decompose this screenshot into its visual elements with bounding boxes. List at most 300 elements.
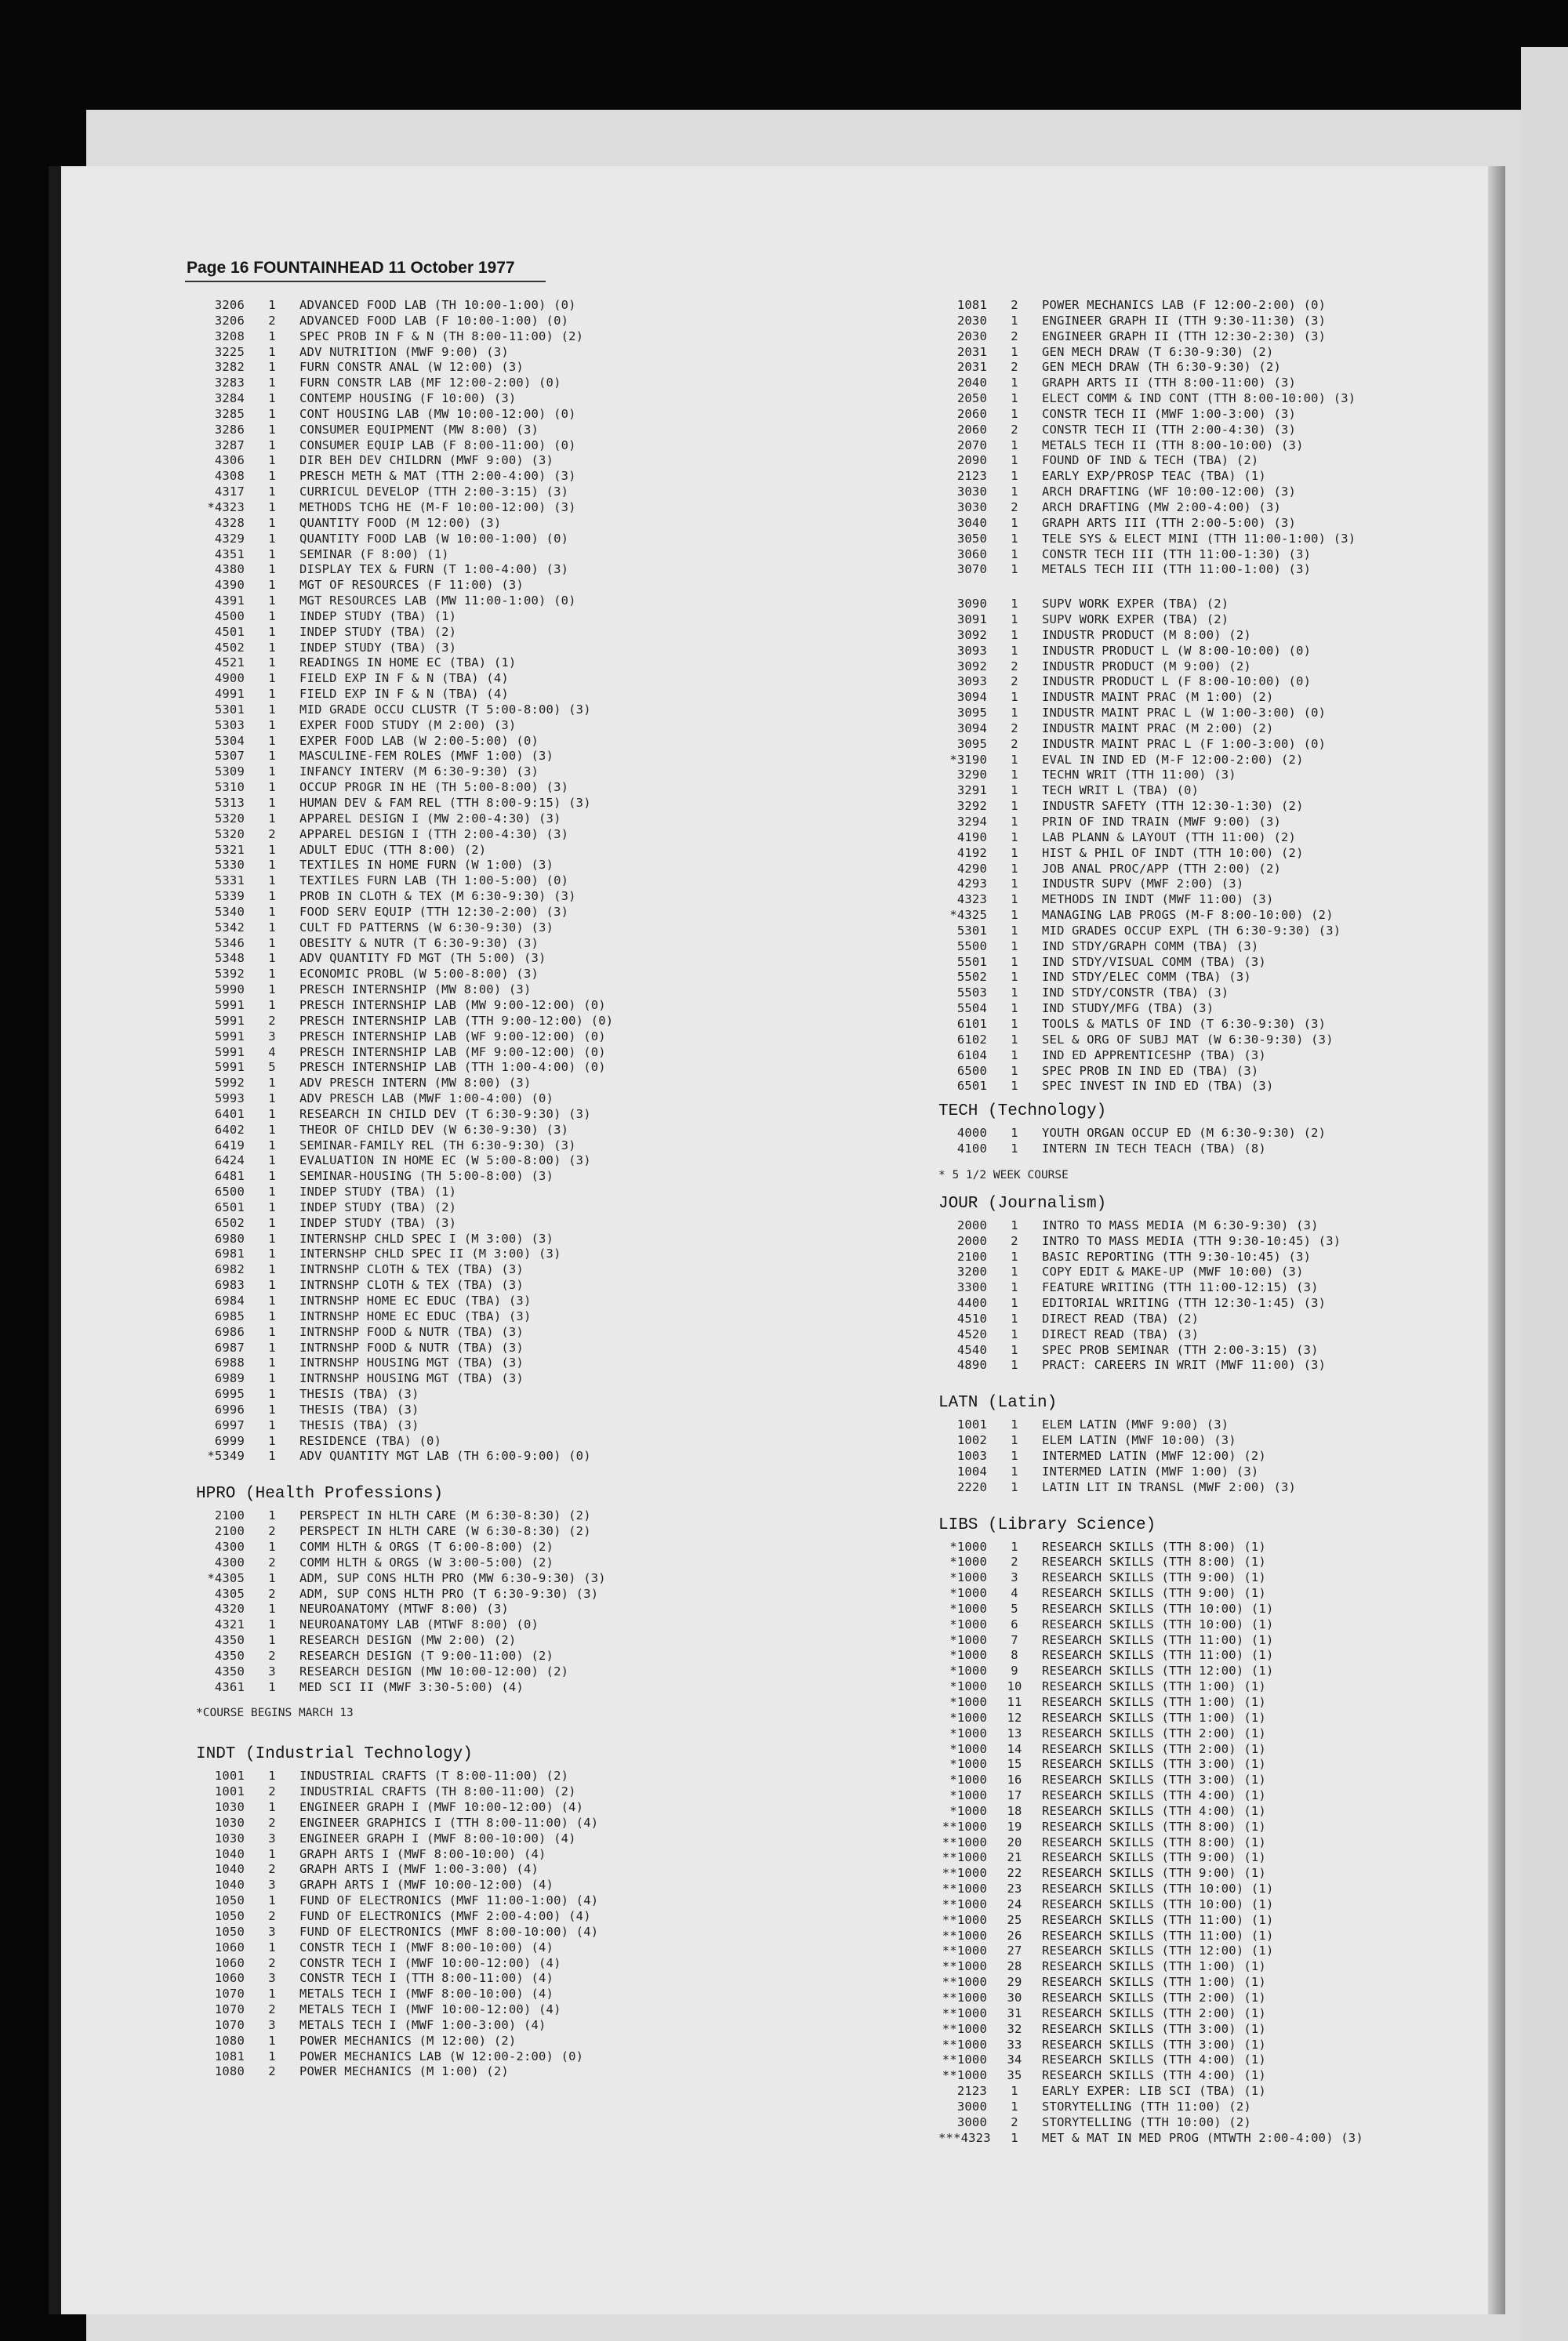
course-code: 5993 xyxy=(214,1091,245,1106)
course-row xyxy=(196,1091,745,1107)
section-number: 18 xyxy=(1007,1803,1022,1818)
course-row xyxy=(196,1784,745,1800)
course-code: 5330 xyxy=(214,858,245,873)
course-description: INDUSTR SAFETY (TTH 12:30-1:30) (2) xyxy=(1042,799,1304,814)
course-code: *1000 xyxy=(949,1601,987,1616)
course-code: *1000 xyxy=(949,1648,987,1663)
section-number: 1 xyxy=(268,1893,276,1908)
section-number: 1 xyxy=(268,1262,276,1277)
course-code: 5339 xyxy=(214,889,245,904)
course-code: 2100 xyxy=(214,1524,245,1539)
course-description: RESEARCH SKILLS (TTH 3:00) (1) xyxy=(1042,2037,1266,2052)
course-row xyxy=(196,749,745,764)
section-number: 1 xyxy=(1011,1001,1018,1016)
course-description: INDUSTRIAL CRAFTS (T 8:00-11:00) (2) xyxy=(299,1769,569,1784)
course-description: SPEC INVEST IN IND ED (TBA) (3) xyxy=(1042,1079,1274,1094)
course-row xyxy=(938,469,1487,485)
course-code: 5340 xyxy=(214,904,245,919)
section-number: 8 xyxy=(1011,1648,1018,1663)
course-row xyxy=(196,2034,745,2049)
course-description: RESEARCH SKILLS (TTH 9:00) (1) xyxy=(1042,1850,1266,1865)
course-row xyxy=(938,423,1487,438)
course-description: QUANTITY FOOD (M 12:00) (3) xyxy=(299,515,502,530)
section-number: 1 xyxy=(1011,1417,1018,1432)
course-code: 5307 xyxy=(214,749,245,764)
course-row xyxy=(196,1060,745,1076)
course-row xyxy=(938,1126,1487,1141)
section-number: 1 xyxy=(1011,344,1018,359)
course-code: *1000 xyxy=(949,1788,987,1803)
course-code: 5331 xyxy=(214,873,245,888)
course-row xyxy=(196,1800,745,1816)
course-row xyxy=(938,737,1487,753)
course-code: **1000 xyxy=(942,1866,987,1881)
section-number: 3 xyxy=(268,1664,276,1679)
course-row xyxy=(196,2018,745,2034)
course-description: EVAL IN IND ED (M-F 12:00-2:00) (2) xyxy=(1042,752,1304,767)
section-number: 1 xyxy=(1011,406,1018,421)
course-description: TEXTILES IN HOME FURN (W 1:00) (3) xyxy=(299,858,554,873)
course-code: 1030 xyxy=(214,1831,245,1846)
section-number: 1 xyxy=(268,1169,276,1184)
course-row xyxy=(938,1991,1487,2006)
course-description: STORYTELLING (TTH 11:00) (2) xyxy=(1042,2099,1251,2114)
course-row xyxy=(938,706,1487,721)
section-number: 13 xyxy=(1007,1726,1022,1740)
course-row xyxy=(938,2052,1487,2068)
course-code: 3206 xyxy=(214,298,245,312)
course-description: CONSTR TECH II (TTH 2:00-4:30) (3) xyxy=(1042,422,1297,437)
section-number: 1 xyxy=(1011,1141,1018,1156)
course-description: MID GRADE OCCU CLUSTR (T 5:00-8:00) (3) xyxy=(299,702,591,717)
course-row xyxy=(938,500,1487,516)
section-number: 1 xyxy=(1011,845,1018,860)
course-row xyxy=(938,391,1487,407)
course-row xyxy=(938,1218,1487,1234)
course-description: NEUROANATOMY (MTWF 8:00) (3) xyxy=(299,1602,509,1617)
course-description: OBESITY & NUTR (T 6:30-9:30) (3) xyxy=(299,935,539,950)
course-code: 6101 xyxy=(956,1016,987,1031)
course-row xyxy=(938,2068,1487,2084)
section-number: 2 xyxy=(268,1815,276,1830)
course-code: 4521 xyxy=(214,655,245,670)
course-description: PERSPECT IN HLTH CARE (M 6:30-8:30) (2) xyxy=(299,1508,591,1523)
course-code: *1000 xyxy=(949,1539,987,1554)
course-row xyxy=(938,1033,1487,1048)
course-description: PRESCH INTERNSHIP LAB (MW 9:00-12:00) (0) xyxy=(299,997,606,1012)
course-row xyxy=(938,1464,1487,1480)
section-number: 1 xyxy=(268,796,276,810)
course-code: 5504 xyxy=(956,1001,987,1016)
course-code: 5346 xyxy=(214,935,245,950)
course-code: 4100 xyxy=(956,1141,987,1156)
course-code: 6500 xyxy=(214,1185,245,1200)
course-code: 4890 xyxy=(956,1358,987,1373)
course-code: 2123 xyxy=(956,469,987,484)
course-description: CURRICUL DEVELOP (TTH 2:00-3:15) (3) xyxy=(299,485,569,499)
course-description: RESEARCH SKILLS (TTH 2:00) (1) xyxy=(1042,1741,1266,1756)
course-description: RESEARCH SKILLS (TTH 1:00) (1) xyxy=(1042,1959,1266,1974)
course-description: BASIC REPORTING (TTH 9:30-10:45) (3) xyxy=(1042,1249,1312,1264)
section-number: 1 xyxy=(1011,469,1018,484)
course-code: 3092 xyxy=(956,627,987,642)
section-number: 1 xyxy=(268,811,276,826)
section-number: 2 xyxy=(1011,1233,1018,1248)
course-code: 3292 xyxy=(956,799,987,814)
section-number: 16 xyxy=(1007,1773,1022,1788)
section-number: 1 xyxy=(268,749,276,764)
course-code: *1000 xyxy=(949,1757,987,1772)
course-row xyxy=(196,1909,745,1925)
section-number: 2 xyxy=(1011,736,1018,751)
course-code: 1050 xyxy=(214,1893,245,1908)
course-row xyxy=(938,690,1487,706)
course-row xyxy=(938,1959,1487,1975)
course-row xyxy=(938,376,1487,391)
course-description: MET & MAT IN MED PROG (MTWTH 2:00-4:00) (3) xyxy=(1042,2130,1363,2145)
course-row xyxy=(196,1878,745,1893)
course-row xyxy=(196,936,745,952)
course-description: INDEP STUDY (TBA) (1) xyxy=(299,1185,457,1200)
section-number: 1 xyxy=(1011,1433,1018,1448)
course-description: CONSTR TECH I (MWF 10:00-12:00) (4) xyxy=(299,1955,561,1970)
course-row xyxy=(196,1403,745,1418)
course-row xyxy=(196,1014,745,1029)
course-description: ADV PRESCH LAB (MWF 1:00-4:00) (0) xyxy=(299,1091,554,1106)
course-code: 2040 xyxy=(956,376,987,390)
course-description: THESIS (TBA) (3) xyxy=(299,1402,419,1417)
course-code: 6985 xyxy=(214,1308,245,1323)
course-description: FIELD EXP IN F & N (TBA) (4) xyxy=(299,687,509,702)
course-code: 3290 xyxy=(956,768,987,782)
course-description: POWER MECHANICS (M 1:00) (2) xyxy=(299,2064,509,2079)
course-row xyxy=(196,1956,745,1972)
course-code: 5342 xyxy=(214,920,245,935)
section-number: 1 xyxy=(268,1356,276,1370)
course-row xyxy=(938,1296,1487,1312)
course-code: **1000 xyxy=(942,1896,987,1911)
course-description: INTRNSHP FOOD & NUTR (TBA) (3) xyxy=(299,1324,524,1339)
course-row xyxy=(196,1356,745,1371)
course-description: PRESCH INTERNSHIP LAB (TTH 1:00-4:00) (0) xyxy=(299,1060,606,1075)
course-row xyxy=(196,1769,745,1784)
course-description: YOUTH ORGAN OCCUP ED (M 6:30-9:30) (2) xyxy=(1042,1126,1327,1141)
course-row xyxy=(938,1265,1487,1280)
course-code: **1000 xyxy=(942,1819,987,1834)
section-number: 1 xyxy=(268,1602,276,1617)
section-number: 9 xyxy=(1011,1664,1018,1679)
course-code: 5301 xyxy=(214,702,245,717)
course-row xyxy=(196,1664,745,1680)
course-code: 2060 xyxy=(956,422,987,437)
course-row xyxy=(938,908,1487,924)
section-number: 1 xyxy=(268,328,276,343)
course-row xyxy=(196,360,745,376)
course-description: POWER MECHANICS LAB (F 12:00-2:00) (0) xyxy=(1042,298,1327,312)
section-number: 1 xyxy=(1011,546,1018,561)
section-number: 28 xyxy=(1007,1959,1022,1974)
course-code: 5301 xyxy=(956,923,987,938)
course-description: RESEARCH SKILLS (TTH 1:00) (1) xyxy=(1042,1694,1266,1709)
section-number: 1 xyxy=(268,1387,276,1402)
section-number: 1 xyxy=(268,655,276,670)
course-code: 3094 xyxy=(956,720,987,735)
section-number: 1 xyxy=(268,453,276,468)
course-code: 2070 xyxy=(956,437,987,452)
section-heading: INDT (Industrial Technology) xyxy=(196,1745,473,1764)
course-description: RESEARCH SKILLS (TTH 2:00) (1) xyxy=(1042,1991,1266,2005)
course-code: 1081 xyxy=(956,298,987,312)
course-description: INDUSTR PRODUCT (M 9:00) (2) xyxy=(1042,659,1251,673)
course-row xyxy=(938,1327,1487,1343)
course-code: 1070 xyxy=(214,2002,245,2017)
section-number: 1 xyxy=(268,1449,276,1464)
course-description: GRAPH ARTS II (TTH 8:00-11:00) (3) xyxy=(1042,376,1297,390)
course-row xyxy=(196,858,745,873)
section-number: 1 xyxy=(1011,453,1018,468)
course-description: FEATURE WRITING (TTH 11:00-12:15) (3) xyxy=(1042,1280,1319,1295)
course-code: 3200 xyxy=(956,1265,987,1279)
section-number: 2 xyxy=(1011,499,1018,514)
course-description: ELEM LATIN (MWF 10:00) (3) xyxy=(1042,1433,1236,1448)
course-description: IND STDY/VISUAL COMM (TBA) (3) xyxy=(1042,954,1266,969)
course-row xyxy=(938,1449,1487,1464)
course-code: **1000 xyxy=(942,2068,987,2083)
course-description: METALS TECH II (TTH 8:00-10:00) (3) xyxy=(1042,437,1304,452)
course-row xyxy=(938,2022,1487,2038)
section-number: 1 xyxy=(268,640,276,655)
course-code: 5503 xyxy=(956,985,987,1000)
course-row xyxy=(196,500,745,516)
course-code: 5991 xyxy=(214,1044,245,1059)
course-description: RESEARCH SKILLS (TTH 8:00) (1) xyxy=(1042,1819,1266,1834)
section-number: 1 xyxy=(268,687,276,702)
course-row xyxy=(196,734,745,749)
section-number: 2 xyxy=(268,1586,276,1601)
course-row xyxy=(938,1788,1487,1804)
course-code: 2030 xyxy=(956,328,987,343)
section-number: 1 xyxy=(1011,2130,1018,2145)
course-code: **1000 xyxy=(942,2021,987,2036)
section-number: 1 xyxy=(1011,597,1018,612)
course-description: RESEARCH SKILLS (TTH 4:00) (1) xyxy=(1042,2052,1266,2067)
course-code: 1003 xyxy=(956,1449,987,1463)
course-row xyxy=(196,469,745,485)
section-number: 1 xyxy=(268,889,276,904)
section-number: 1 xyxy=(1011,627,1018,642)
course-description: HIST & PHIL OF INDT (TTH 10:00) (2) xyxy=(1042,845,1304,860)
course-description: QUANTITY FOOD LAB (W 10:00-1:00) (0) xyxy=(299,531,569,546)
course-code: 5309 xyxy=(214,764,245,779)
course-description: RESEARCH SKILLS (TTH 2:00) (1) xyxy=(1042,2005,1266,2020)
course-code: 4290 xyxy=(956,861,987,876)
course-code: 5348 xyxy=(214,951,245,966)
course-description: SEMINAR (F 8:00) (1) xyxy=(299,546,449,561)
course-description: CONSTR TECH I (TTH 8:00-11:00) (4) xyxy=(299,1971,554,1986)
course-description: ARCH DRAFTING (WF 10:00-12:00) (3) xyxy=(1042,485,1297,499)
course-code: 2031 xyxy=(956,360,987,375)
course-row xyxy=(196,2002,745,2018)
section-number: 5 xyxy=(1011,1601,1018,1616)
section-number: 33 xyxy=(1007,2037,1022,2052)
section-number: 1 xyxy=(1011,923,1018,938)
course-row xyxy=(938,1280,1487,1296)
course-code: 3208 xyxy=(214,328,245,343)
section-number: 1 xyxy=(268,1433,276,1448)
course-code: 6402 xyxy=(214,1122,245,1137)
section-number: 1 xyxy=(1011,391,1018,406)
course-row xyxy=(196,671,745,687)
section-number: 2 xyxy=(268,1909,276,1923)
section-number: 1 xyxy=(268,485,276,499)
course-description: STORYTELLING (TTH 10:00) (2) xyxy=(1042,2114,1251,2129)
course-description: CONTEMP HOUSING (F 10:00) (3) xyxy=(299,391,517,406)
course-row xyxy=(196,453,745,469)
course-row xyxy=(196,407,745,423)
course-description: ENGINEER GRAPH I (MWF 8:00-10:00) (4) xyxy=(299,1831,576,1846)
course-code: 4510 xyxy=(956,1311,987,1326)
course-description: COMM HLTH & ORGS (T 6:00-8:00) (2) xyxy=(299,1539,554,1554)
course-code: 3093 xyxy=(956,643,987,658)
course-description: FOOD SERV EQUIP (TTH 12:30-2:00) (3) xyxy=(299,904,569,919)
course-code: 4350 xyxy=(214,1648,245,1663)
course-row xyxy=(196,329,745,345)
course-description: DISPLAY TEX & FURN (T 1:00-4:00) (3) xyxy=(299,562,569,577)
course-description: IND ED APPRENTICESHP (TBA) (3) xyxy=(1042,1047,1266,1062)
course-code: 2000 xyxy=(956,1218,987,1232)
course-row xyxy=(196,2064,745,2080)
course-description: TECH WRIT L (TBA) (0) xyxy=(1042,783,1200,798)
course-code: 5992 xyxy=(214,1076,245,1091)
course-row xyxy=(938,830,1487,846)
course-description: THESIS (TBA) (3) xyxy=(299,1387,419,1402)
course-code: 4391 xyxy=(214,593,245,608)
left-column xyxy=(196,298,745,2080)
course-code: *1000 xyxy=(949,1586,987,1601)
course-row xyxy=(196,438,745,454)
section-number: 1 xyxy=(1011,1126,1018,1141)
course-description: SUPV WORK EXPER (TBA) (2) xyxy=(1042,612,1229,627)
course-code: **1000 xyxy=(942,1835,987,1849)
footnote: *COURSE BEGINS MARCH 13 xyxy=(196,1707,354,1720)
course-description: DIRECT READ (TBA) (2) xyxy=(1042,1311,1200,1326)
course-description: ADV NUTRITION (MWF 9:00) (3) xyxy=(299,344,509,359)
course-row xyxy=(938,1617,1487,1633)
course-description: INDUSTR PRODUCT L (W 8:00-10:00) (0) xyxy=(1042,643,1312,658)
course-description: GRAPH ARTS III (TTH 2:00-5:00) (3) xyxy=(1042,515,1297,530)
course-description: MASCULINE-FEM ROLES (MWF 1:00) (3) xyxy=(299,749,554,764)
course-code: *1000 xyxy=(949,1803,987,1818)
course-code: *5349 xyxy=(207,1449,245,1464)
course-code: 4293 xyxy=(956,877,987,891)
course-row xyxy=(938,360,1487,376)
course-row xyxy=(196,1617,745,1633)
section-number: 1 xyxy=(268,1185,276,1200)
course-row xyxy=(196,1434,745,1450)
course-code: 4192 xyxy=(956,845,987,860)
course-description: RESEARCH SKILLS (TTH 9:00) (1) xyxy=(1042,1570,1266,1585)
section-number: 1 xyxy=(1011,531,1018,546)
section-number: 1 xyxy=(268,780,276,795)
course-code: 2050 xyxy=(956,391,987,406)
course-description: FOUND OF IND & TECH (TBA) (2) xyxy=(1042,453,1259,468)
course-description: EXPER FOOD STUDY (M 2:00) (3) xyxy=(299,717,517,732)
course-code: **1000 xyxy=(942,2037,987,2052)
section-number: 2 xyxy=(268,1648,276,1663)
course-description: INDEP STUDY (TBA) (2) xyxy=(299,1200,457,1214)
course-code: 4329 xyxy=(214,531,245,546)
course-description: GEN MECH DRAW (TH 6:30-9:30) (2) xyxy=(1042,360,1282,375)
course-row xyxy=(196,920,745,936)
course-row xyxy=(196,532,745,547)
course-code: 3294 xyxy=(956,815,987,829)
course-row xyxy=(196,578,745,593)
course-code: 3285 xyxy=(214,406,245,421)
course-code: 2123 xyxy=(956,2084,987,2099)
course-row xyxy=(196,485,745,500)
course-code: 2100 xyxy=(214,1508,245,1523)
section-number: 1 xyxy=(1011,515,1018,530)
course-description: RESEARCH SKILLS (TTH 11:00) (1) xyxy=(1042,1648,1274,1663)
section-number: 1 xyxy=(268,376,276,390)
course-row xyxy=(196,967,745,982)
course-code: 2031 xyxy=(956,344,987,359)
section-number: 7 xyxy=(1011,1632,1018,1647)
course-row xyxy=(196,796,745,811)
section-number: 2 xyxy=(1011,422,1018,437)
course-description: INDEP STUDY (TBA) (2) xyxy=(299,624,457,639)
course-description: ELEM LATIN (MWF 9:00) (3) xyxy=(1042,1417,1229,1432)
course-row xyxy=(938,1602,1487,1617)
course-row xyxy=(938,674,1487,690)
course-code: 5501 xyxy=(956,954,987,969)
course-description: CONSTR TECH I (MWF 8:00-10:00) (4) xyxy=(299,1940,554,1954)
section-number: 1 xyxy=(1011,1218,1018,1232)
course-row xyxy=(196,780,745,796)
course-description: INTERNSHP CHLD SPEC I (M 3:00) (3) xyxy=(299,1231,554,1246)
course-row xyxy=(938,846,1487,862)
course-row xyxy=(938,1695,1487,1711)
course-description: RESEARCH SKILLS (TTH 10:00) (1) xyxy=(1042,1896,1274,1911)
course-row xyxy=(938,1742,1487,1758)
course-description: GRAPH ARTS I (MWF 10:00-12:00) (4) xyxy=(299,1878,554,1893)
course-code: 5304 xyxy=(214,733,245,748)
course-row xyxy=(938,1757,1487,1773)
section-number: 1 xyxy=(268,344,276,359)
course-row xyxy=(196,1571,745,1587)
course-description: LATIN LIT IN TRANSL (MWF 2:00) (3) xyxy=(1042,1479,1297,1494)
section-number: 12 xyxy=(1007,1710,1022,1725)
course-row xyxy=(196,1587,745,1602)
section-number: 1 xyxy=(1011,1539,1018,1554)
course-row xyxy=(196,1371,745,1387)
course-row xyxy=(196,1169,745,1185)
course-description: EDITORIAL WRITING (TTH 12:30-1:45) (3) xyxy=(1042,1296,1327,1311)
course-row xyxy=(196,702,745,718)
course-row xyxy=(938,721,1487,737)
course-row xyxy=(196,873,745,889)
course-description: FURN CONSTR LAB (MF 12:00-2:00) (0) xyxy=(299,376,561,390)
course-description: RESEARCH SKILLS (TTH 10:00) (1) xyxy=(1042,1601,1274,1616)
course-row xyxy=(938,1633,1487,1649)
course-description: RESEARCH SKILLS (TTH 1:00) (1) xyxy=(1042,1975,1266,1990)
section-number: 1 xyxy=(1011,954,1018,969)
course-row xyxy=(196,1971,745,1987)
section-number: 1 xyxy=(1011,1063,1018,1078)
course-description: CONSUMER EQUIP LAB (F 8:00-11:00) (0) xyxy=(299,437,576,452)
course-code: *3190 xyxy=(949,752,987,767)
course-description: INTRNSHP FOOD & NUTR (TBA) (3) xyxy=(299,1340,524,1355)
